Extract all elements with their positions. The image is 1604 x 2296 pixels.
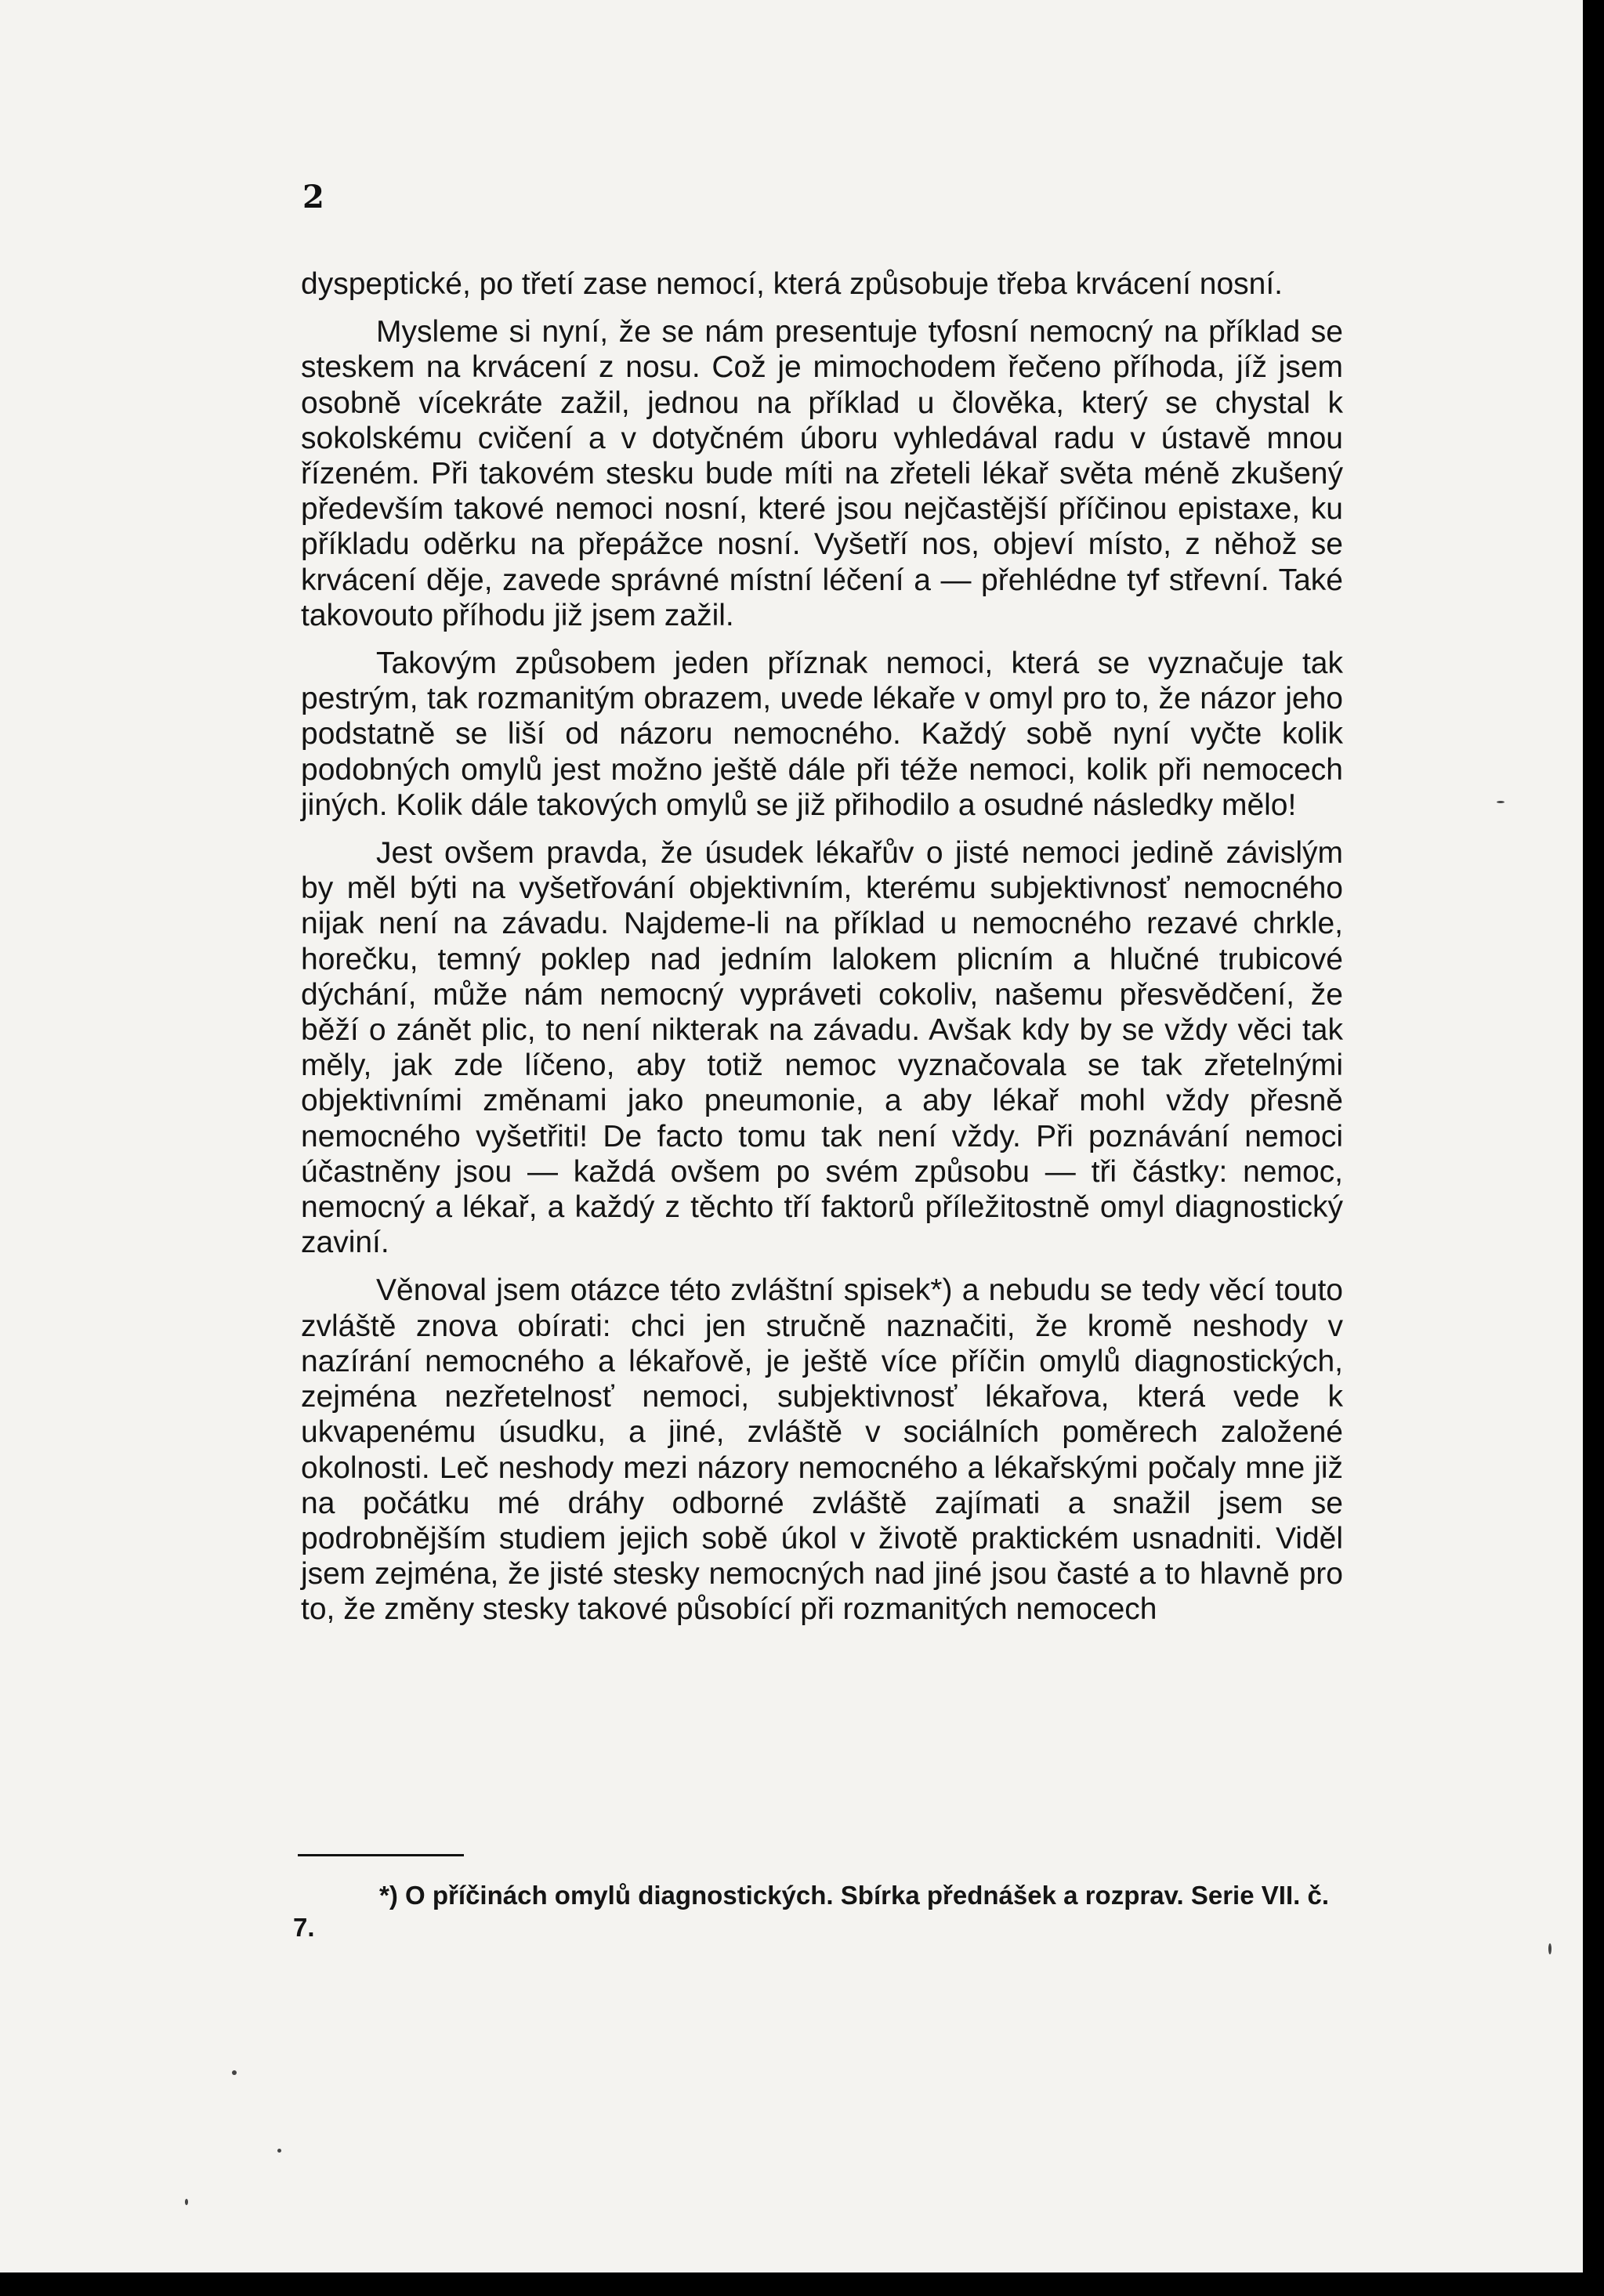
- page-number: 2: [302, 179, 324, 215]
- scan-speck: [277, 2149, 281, 2153]
- scan-speck: [232, 2070, 237, 2075]
- paragraph-continuation: dyspeptické, po třetí zase nemocí, která způsobuje třeba krvácení nosní.: [301, 267, 1284, 301]
- footnote-divider: [298, 1854, 464, 1856]
- paragraph: Mysleme si nyní, že se nám presentuje tyfosní nemocný na příklad se steskem na krvácení z nosu. Což je mimochodem řečeno příhoda, jíž jsem osobně vícekráte zažil, jednou na příklad u člověka, který se chystal k sokolskému cvičení a v dotyčném úboru vyhledával radu v ústavě mnou řízeném. Při takovém stesku bude míti na zřeteli lékař světa méně zkušený především takové nemoci nosní, které jsou nejčastější příčinou epistaxe, ku příkladu oděrku na přepážce nosní. Vyšetří nos, objeví místo, z něhož se krvácení děje, zavede správné místní léčení a — přehlédne tyf střevní. Také takovouto příhodu již jsem zažil.: [301, 315, 1343, 632]
- scan-speck: [185, 2199, 188, 2205]
- paragraph: Věnoval jsem otázce této zvláštní spisek*) a nebudu se tedy věcí touto zvláště znova obírati: chci jen stručně naznačiti, že kromě neshody v nazírání nemocného a lékařově, je ještě více příčin omylů diagnostických, zejména nezřetelnosť nemoci, subjektivnosť lékařova, která vede k ukvapenému úsudku, a jiné, zvláště v sociálních poměrech založené okolnosti. Leč neshody mezi názory nemocného a lékařskými počaly mne již na počátku mé dráhy odborné zvláště zajímati a snažil jsem se podrobnějším studiem jejich sobě úkol v životě praktickém usnadniti. Viděl jsem zejména, že jisté stesky nemocných nad jiné jsou časté a to hlavně pro to, že změny stesky takové působící při rozmanitých nemocech: [301, 1273, 1343, 1627]
- scan-speck: [1548, 1943, 1551, 1954]
- scan-speck: [1497, 801, 1504, 803]
- paragraph: Takovým způsobem jeden příznak nemoci, která se vyznačuje tak pestrým, tak rozmanitým obrazem, uvede lékaře v omyl pro to, že názor jeho podstatně se liší od názoru nemocného. Každý sobě nyní vyčte kolik podobných omylů jest možno ještě dále při téže nemoci, kolik při nemocech jiných. Kolik dále takových omylů se již přihodilo a osudné následky mělo!: [301, 646, 1343, 822]
- paragraph: Jest ovšem pravda, že úsudek lékařův o jisté nemoci jedině závislým by měl býti na vyšetřování objektivním, kterému subjektivnosť nemocného nijak není na závadu. Najdeme-li na příklad u nemocného rezavé chrkle, horečku, temný poklep nad jedním lalokem plicním a hlučné trubicové dýchání, může nám nemocný vypráveti cokoliv, našemu přesvědčení, že běží o zánět plic, to není nikterak na závadu. Avšak kdy by se vždy věci tak měly, jak zde líčeno, aby totiž nemoc vyznačovala se tak zřetelnými objektivními změnami jako pneumonie, a aby lékař mohl vždy přesně nemocného vyšetřiti! De facto tomu tak není vždy. Při poznávání nemoci účastněny jsou — každá ovšem po svém způsobu — tři částky: nemoc, nemocný a lékař, a každý z těchto tří faktorů příležitostně omyl diagnostický zaviní.: [301, 836, 1343, 1260]
- body-text: [301, 266, 1343, 1640]
- footnote: *) O příčinách omylů diagnostických. Sbírka přednášek a rozprav. Serie VII. č. 7.: [293, 1881, 1329, 1942]
